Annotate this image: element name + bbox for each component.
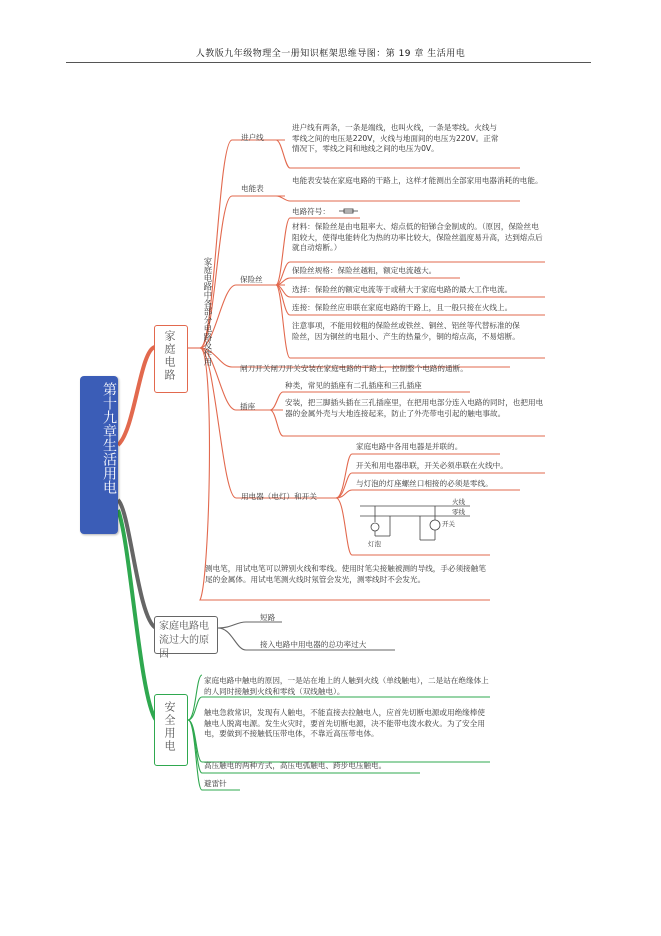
safety-electric-shock-cause: 家庭电路中触电的原因，一是站在地上的人触到火线（单线触电），二是站在绝缘体上的人同时接触到火线和零线（双线触电）。 [204, 676, 489, 696]
page-header: 人教版九年级物理全一册知识框架思维导图：第 19 章 生活用电 [195, 49, 466, 59]
test-pen-text: 测电笔，用试电笔可以辨别火线和零线。使用时笔尖接触被测的导线，手必须接触笔尾的金属体。用试电笔测火线时氖管会发光，测零线时不会发光。 [205, 564, 486, 584]
fuse-connect-text: 连接：保险丝应串联在家庭电路的干路上，且一般只接在火线上。 [292, 303, 513, 312]
incoming-line-label: 进户线 [241, 133, 264, 142]
safety-lightning-rod: 避雷针 [204, 779, 227, 788]
fuse-select-text: 选择：保险丝的额定电流等于或稍大于家庭电路的最大工作电流。 [292, 285, 513, 294]
safety-first-aid: 触电急救常识，发现有人触电，不能直接去拉触电人，应首先切断电源或用绝缘棒使触电人脱离电源。发生火灾时，要首先切断电源，决不能带电泼水救火。为了安全用电，要做到不接触低压带电体，不靠近高压带电体。 [204, 708, 485, 739]
diagram-lamp-label: 灯泡 [368, 540, 381, 548]
fuse-label: 保险丝 [240, 275, 263, 284]
cause-overload: 接入电路中用电器的总功率过大 [260, 640, 367, 649]
branch-household-circuit [154, 325, 188, 393]
root-node [80, 376, 118, 534]
appliance-parallel-text: 家庭电路中各用电器是并联的。 [356, 442, 463, 451]
fuse-material-text: 材料：保险丝是由电阻率大、熔点低的铅锑合金制成的。（原因，保险丝电阻较大，使得电能转化为热的功率比较大，保险丝温度易升高，达到熔点后就自动熔断。） [292, 222, 543, 253]
fuse-symbol-text: 电路符号： [292, 207, 330, 216]
branch-safe-electricity [154, 694, 188, 766]
incoming-line-text: 进户线有两条，一条是端线，也叫火线，一条是零线。火线与零线之间的电压是220V，火线与地面间的电压为220V。正常情况下，零线之间和地线之间的电压为0V。 [292, 123, 499, 154]
energy-meter-label: 电能表 [241, 184, 264, 193]
knife-switch-text: 闸刀开关闸刀开关安装在家庭电路的干路上，控制整个电路的通断。 [240, 364, 468, 373]
branch-overcurrent-label: 家庭电路电流过大的原因 [159, 621, 209, 660]
fuse-notice-text: 注意事项，不能用较粗的保险丝或铁丝、铜丝、铝丝等代替标准的保险丝，因为铜丝的电阻小、产生的热量少，铜的熔点高，不易熔断。 [292, 321, 520, 341]
branch-household-circuit-label: 家庭电路 [163, 330, 176, 382]
cause-short-circuit: 短路 [260, 613, 276, 622]
household-circuit-sublabel: 家庭电路中各部分电路及作用 [203, 257, 213, 367]
appliance-series-text: 开关和用电器串联，开关必须串联在火线中。 [356, 461, 508, 470]
diagram-live-wire-label: 火线 [452, 498, 465, 506]
appliance-neutral-text: 与灯泡的灯座螺丝口相接的必须是零线。 [356, 479, 493, 488]
branch-safe-electricity-label: 安全用电 [163, 701, 176, 753]
appliance-switch-label: 用电器（电灯）和开关 [241, 492, 317, 501]
energy-meter-text: 电能表安装在家庭电路的干路上，这样才能测出全部家用电器消耗的电能。 [292, 176, 543, 185]
root-label: 第十九章生活用电 [101, 382, 117, 494]
socket-label: 插座 [240, 402, 256, 411]
diagram-switch-label: 开关 [442, 520, 455, 528]
diagram-neutral-wire-label: 零线 [452, 508, 465, 516]
socket-install-text: 安装，把三脚插头插在三孔插座里，在把用电部分连入电路的同时，也把用电器的金属外壳与大地连接起来，防止了外壳带电引起的触电事故。 [285, 398, 544, 418]
branch-overcurrent-cause [154, 616, 218, 660]
fuse-spec-text: 保险丝规格：保险丝越粗，额定电流越大。 [292, 266, 437, 275]
safety-high-voltage: 高压触电的两种方式，高压电弧触电、跨步电压触电。 [204, 761, 387, 770]
socket-kind-text: 种类，常见的插座有二孔插座和三孔插座 [285, 381, 422, 390]
